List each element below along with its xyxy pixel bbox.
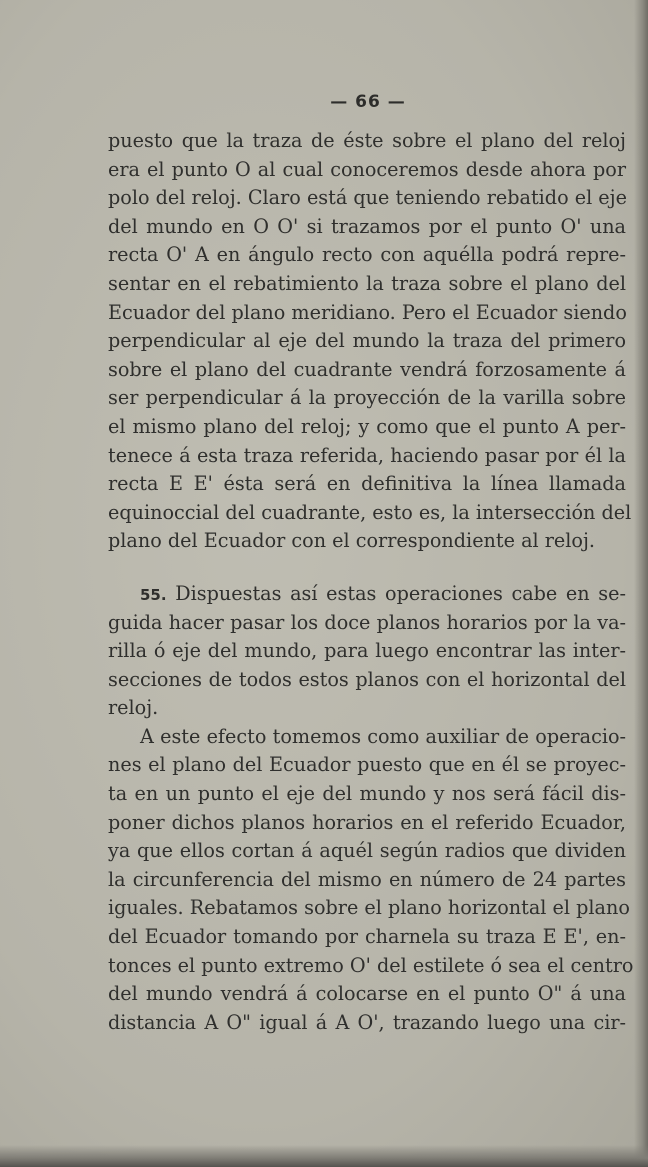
paragraph-gap: [108, 556, 626, 580]
text-line: recta O' A en ángulo recto con aquélla podrá repre-: [108, 243, 626, 267]
text-line: reloj.: [108, 696, 159, 720]
text-line: guida hacer pasar los doce planos horarios por la va-: [108, 610, 626, 634]
text-line: nes el plano del Ecuador puesto que en él se proyec-: [108, 753, 626, 777]
body-text: [108, 127, 634, 1037]
text-line: del mundo en O O' si trazamos por el punto O' una: [108, 214, 626, 238]
page-edge-shadow: [634, 0, 648, 1167]
section-first-line: [108, 580, 626, 609]
text-line: la circunferencia del mismo en número de 24 partes: [108, 867, 626, 891]
text-line: secciones de todos estos planos con el horizontal del: [108, 667, 626, 691]
text-line: equinoccial del cuadrante, esto es, la intersección del: [108, 500, 632, 524]
text-line: el mismo plano del reloj; y como que el punto A per-: [108, 414, 626, 438]
section-first-text: Dispuestas así estas operaciones cabe en se-: [175, 581, 626, 605]
text-line: del mundo vendrá á colocarse en el punto O" á una: [108, 982, 626, 1006]
text-line: Ecuador del plano meridiano. Pero el Ecuador siendo: [108, 300, 627, 324]
text-line: poner dichos planos horarios en el referido Ecuador,: [108, 810, 626, 834]
text-line: ya que ellos cortan á aquél según radios que dividen: [108, 839, 626, 863]
text-line: plano del Ecuador con el correspondiente al reloj.: [108, 529, 596, 553]
text-line: del Ecuador tomando por charnela su traza E E', en-: [108, 925, 626, 949]
paragraph-3: [108, 723, 634, 1038]
text-line: sentar en el rebatimiento la traza sobre el plano del: [108, 271, 626, 295]
page-number: — 66 —: [330, 92, 406, 112]
text-line: ser perpendicular á la proyección de la varilla sobre: [108, 386, 626, 410]
text-line: puesto que la traza de éste sobre el plano del reloj: [108, 129, 626, 152]
text-line: sobre el plano del cuadrante vendrá forzosamente á: [108, 357, 626, 381]
text-line: era el punto O al cual conoceremos desde ahora por: [108, 157, 626, 181]
text-line: distancia A O" igual á A O', trazando luego una cir-: [108, 1010, 626, 1034]
text-line: perpendicular al eje del mundo la traza del primero: [108, 329, 626, 353]
section-55: [108, 580, 626, 723]
text-line: recta E E' ésta será en definitiva la línea llamada: [108, 472, 626, 496]
text-line: rilla ó eje del mundo, para luego encontrar las inter-: [108, 639, 626, 663]
text-line: iguales. Rebatamos sobre el plano horizontal el plano: [108, 896, 630, 920]
text-line: tenece á esta traza referida, haciendo pasar por él la: [108, 443, 626, 467]
text-line: A este efecto tomemos como auxiliar de operacio-: [140, 724, 626, 748]
section-number: 55.: [140, 585, 167, 604]
text-line: polo del reloj. Claro está que teniendo rebatido el eje: [108, 186, 627, 210]
page-bottom-shadow: [0, 1145, 648, 1167]
paragraph-1: [108, 127, 632, 556]
text-line: tonces el punto extremo O' del estilete ó sea el centro: [108, 953, 634, 977]
text-line: ta en un punto el eje del mundo y nos será fácil dis-: [108, 782, 626, 806]
